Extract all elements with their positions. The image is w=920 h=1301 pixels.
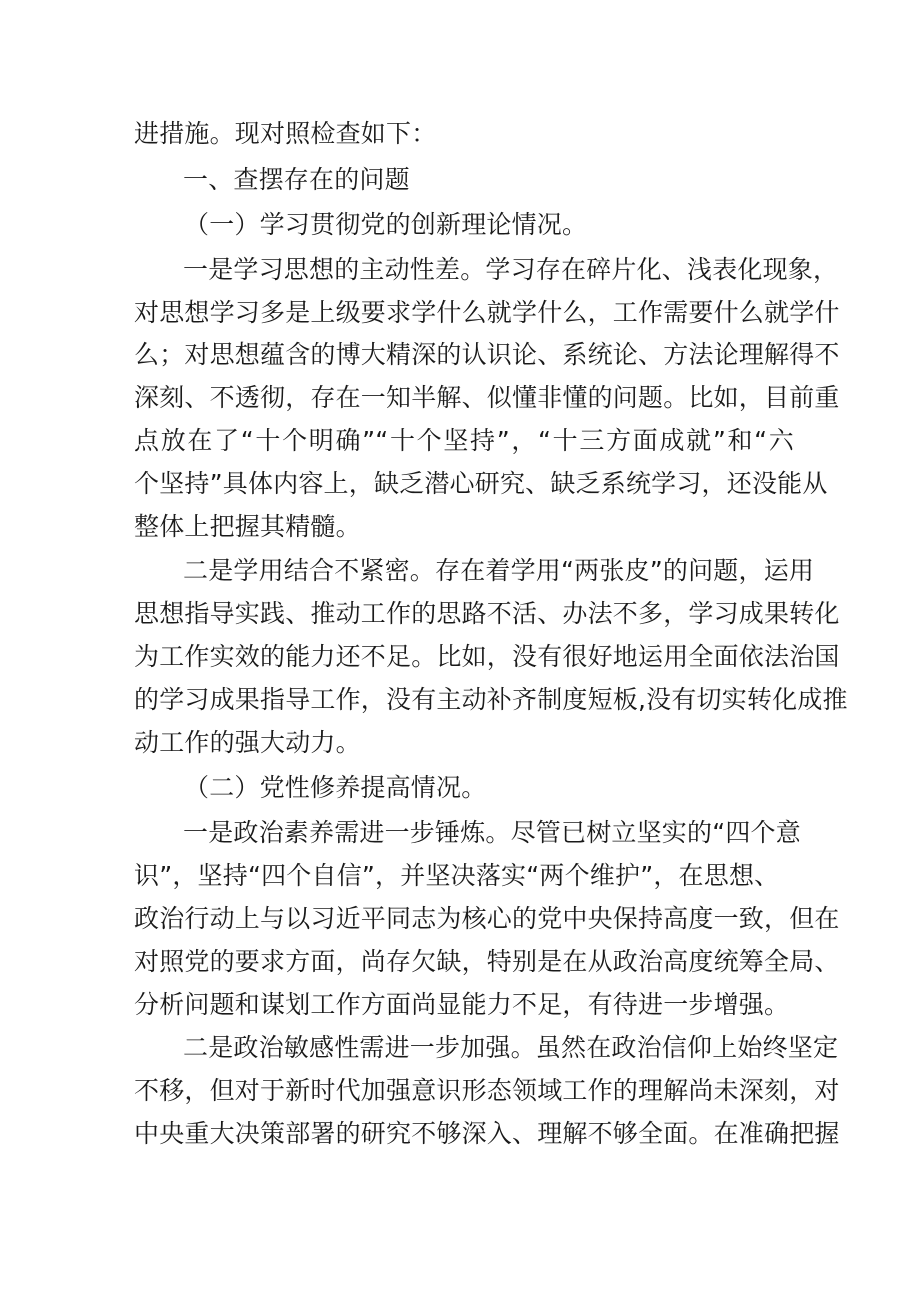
paragraph-2-line-3: 为工作实效的能力还不足。比如，没有很好地运用全面依法治国 <box>134 642 840 671</box>
paragraph-3-line-1: 一是政治素养需进一步锤炼。尽管已树立坚实的“四个意 <box>183 818 801 847</box>
paragraph-1-line-3: 么；对思想蕴含的博大精深的认识论、系统论、方法论理解得不 <box>134 340 840 369</box>
paragraph-4-line-2: 不移，但对于新时代加强意识形态领域工作的理解尚未深刻，对 <box>134 1076 840 1105</box>
paragraph-3-line-3: 政治行动上与以习近平同志为核心的党中央保持高度一致，但在 <box>134 904 840 933</box>
paragraph-2-line-5: 动工作的强大动力。 <box>134 728 361 757</box>
paragraph-2-line-4: 的学习成果指导工作，没有主动补齐制度短板,没有切实转化成推 <box>134 685 848 714</box>
paragraph-2-line-2: 思想指导实践、推动工作的思路不活、办法不多，学习成果转化 <box>134 599 840 628</box>
paragraph-continuation-line: 进措施。现对照检查如下： <box>134 119 437 148</box>
paragraph-3-line-4: 对照党的要求方面，尚存欠缺，特别是在从政治高度统筹全局、 <box>134 947 840 976</box>
paragraph-3-line-2: 识”，坚持“四个自信”，并坚决落实“两个维护”，在思想、 <box>134 861 780 890</box>
paragraph-1-line-5: 点放在了“十个明确”“十个坚持”，“十三方面成就”和“六 <box>134 426 794 455</box>
paragraph-1-line-1: 一是学习思想的主动性差。学习存在碎片化、浅表化现象， <box>183 255 839 284</box>
paragraph-1-line-6: 个坚持”具体内容上，缺乏潜心研究、缺乏系统学习，还没能从 <box>134 469 828 498</box>
paragraph-3-line-5: 分析问题和谋划工作方面尚显能力不足，有待进一步增强。 <box>134 990 790 1019</box>
paragraph-1-line-4: 深刻、不透彻，存在一知半解、似懂非懂的问题。比如，目前重 <box>134 383 840 412</box>
paragraph-1-line-7: 整体上把握其精髓。 <box>134 512 361 541</box>
subsection-heading-1: （一）学习贯彻党的创新理论情况。 <box>184 210 588 239</box>
section-heading: 一、查摆存在的问题 <box>183 165 410 194</box>
subsection-heading-2: （二）党性修养提高情况。 <box>184 773 487 802</box>
paragraph-2-line-1: 二是学用结合不紧密。存在着学用“两张皮”的问题，运用 <box>183 556 815 585</box>
paragraph-4-line-3: 中央重大决策部署的研究不够深入、理解不够全面。在准确把握 <box>134 1119 840 1148</box>
paragraph-4-line-1: 二是政治敏感性需进一步加强。虽然在政治信仰上始终坚定 <box>183 1033 839 1062</box>
paragraph-1-line-2: 对思想学习多是上级要求学什么就学什么，工作需要什么就学什 <box>134 298 840 327</box>
